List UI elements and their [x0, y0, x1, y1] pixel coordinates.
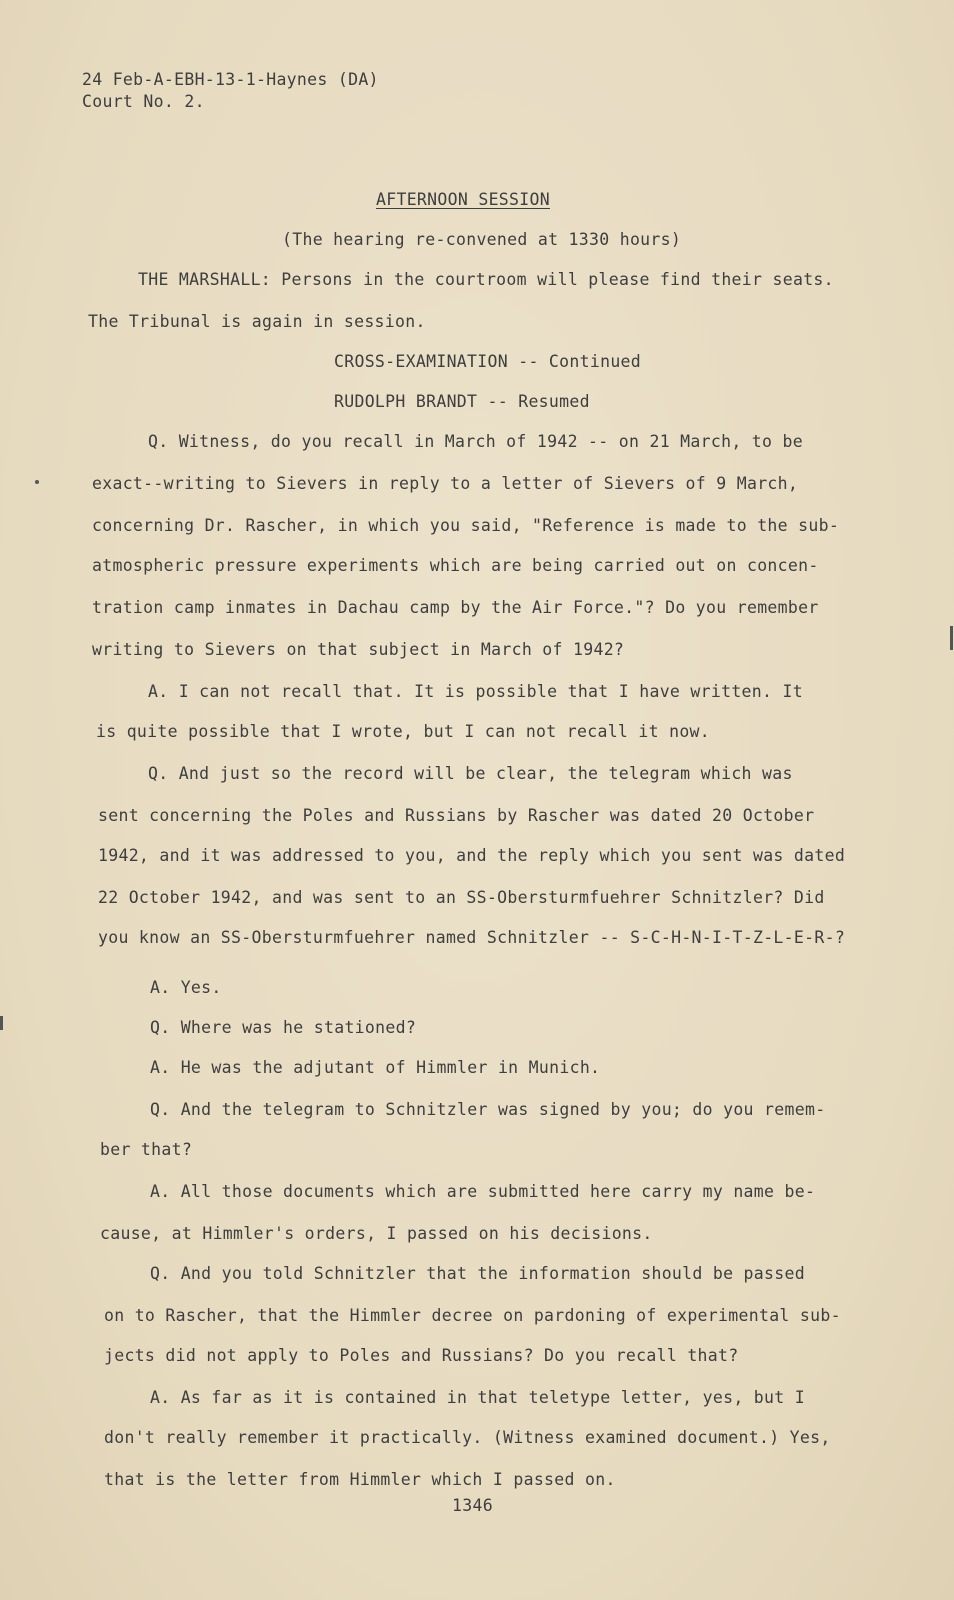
transcript-line: The Tribunal is again in session. — [88, 312, 426, 331]
transcript-line: on to Rascher, that the Himmler decree on pardoning of experimental sub- — [104, 1306, 841, 1325]
transcript-line: that is the letter from Himmler which I passed on. — [104, 1470, 616, 1489]
punch-mark — [35, 480, 39, 484]
transcript-line: you know an SS-Obersturmfuehrer named Schnitzler -- S-C-H-N-I-T-Z-L-E-R-? — [98, 928, 846, 947]
transcript-line: cause, at Himmler's orders, I passed on his decisions. — [100, 1224, 653, 1243]
transcript-line: A. I can not recall that. It is possible that I have written. It — [148, 682, 803, 701]
header-docket: 24 Feb-A-EBH-13-1-Haynes (DA) — [82, 70, 379, 89]
transcript-line: Q. Where was he stationed? — [150, 1018, 417, 1037]
header-court: Court No. 2. — [82, 92, 205, 111]
transcript-line: sent concerning the Poles and Russians by Rascher was dated 20 October — [98, 806, 815, 825]
transcript-line: A. He was the adjutant of Himmler in Munich. — [150, 1058, 601, 1077]
transcript-line: is quite possible that I wrote, but I can not recall it now. — [96, 722, 711, 741]
section-heading: CROSS-EXAMINATION -- Continued — [334, 352, 642, 371]
edge-mark — [0, 1016, 3, 1030]
transcript-line: A. As far as it is contained in that teletype letter, yes, but I — [150, 1388, 805, 1407]
transcript-line: ber that? — [100, 1140, 193, 1159]
transcript-line: Q. And the telegram to Schnitzler was signed by you; do you remem- — [150, 1100, 826, 1119]
transcript-line: THE MARSHALL: Persons in the courtroom will please find their seats. — [138, 270, 834, 289]
transcript-line: A. Yes. — [150, 978, 222, 997]
transcript-line: don't really remember it practically. (Witness examined document.) Yes, — [104, 1428, 831, 1447]
witness-heading: RUDOLPH BRANDT -- Resumed — [334, 392, 590, 411]
transcript-line: writing to Sievers on that subject in March of 1942? — [92, 640, 625, 659]
transcript-line: Q. And just so the record will be clear, the telegram which was — [148, 764, 793, 783]
page-number: 1346 — [452, 1496, 493, 1515]
transcript-line: exact--writing to Sievers in reply to a letter of Sievers of 9 March, — [92, 474, 799, 493]
transcript-line: tration camp inmates in Dachau camp by the Air Force."? Do you remember — [92, 598, 819, 617]
reconvened-note: (The hearing re-convened at 1330 hours) — [282, 230, 682, 249]
transcript-line: concerning Dr. Rascher, in which you said, "Reference is made to the sub- — [92, 516, 840, 535]
transcript-line: atmospheric pressure experiments which are being carried out on concen- — [92, 556, 819, 575]
transcript-line: Q. Witness, do you recall in March of 1942 -- on 21 March, to be — [148, 432, 803, 451]
transcript-line: jects did not apply to Poles and Russians? Do you recall that? — [104, 1346, 739, 1365]
transcript-line: A. All those documents which are submitted here carry my name be- — [150, 1182, 816, 1201]
transcript-line: 1942, and it was addressed to you, and the reply which you sent was dated — [98, 846, 846, 865]
transcript-line: Q. And you told Schnitzler that the information should be passed — [150, 1264, 805, 1283]
edge-mark — [950, 626, 953, 650]
transcript-line: 22 October 1942, and was sent to an SS-Obersturmfuehrer Schnitzler? Did — [98, 888, 825, 907]
session-title: AFTERNOON SESSION — [376, 190, 550, 209]
